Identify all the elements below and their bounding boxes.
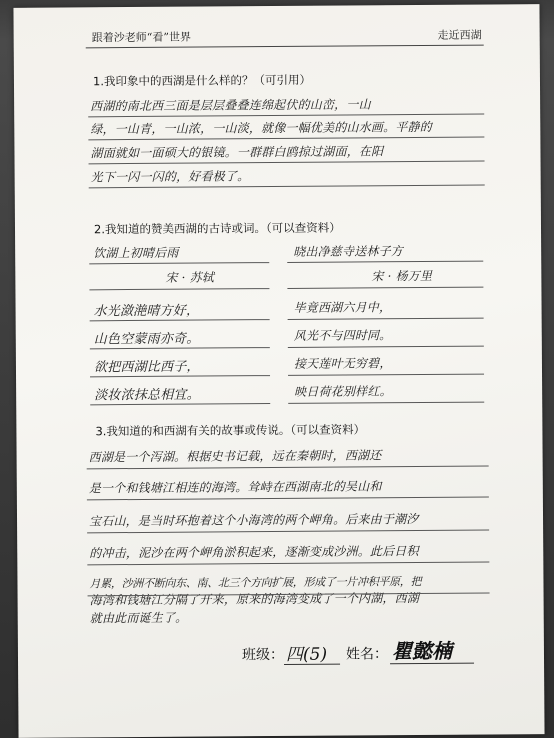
writing-rule (87, 497, 489, 501)
q3-answer-line: 的冲击，泥沙在两个岬角淤积起来，逐渐变成沙洲。此后日积 (89, 544, 419, 561)
poem-left-line: 山色空蒙雨亦奇。 (93, 331, 200, 348)
header-topic: 走近西湖 (437, 28, 482, 42)
writing-rule (88, 114, 484, 118)
writing-rule (90, 403, 270, 405)
writing-rule (288, 374, 484, 376)
q3-answer-line: 宝石山，是当时环抱着这个小海湾的两个岬角。后来由于潮汐 (88, 512, 419, 529)
class-label: 班级： (241, 646, 285, 664)
poem-right-line: 风光不与四时同。 (293, 328, 392, 343)
poem-right-title: 晓出净慈寺送林子方 (293, 244, 404, 259)
question-1-prompt: 1.我印象中的西湖是什么样的？（可引用） (92, 72, 312, 89)
name-label: 姓名： (345, 646, 389, 663)
student-name: 瞿懿楠 (391, 638, 453, 664)
poem-right-line: 接天莲叶无穷碧， (293, 356, 392, 371)
poem-left-title: 饮湖上初晴后雨 (93, 245, 179, 261)
writing-rule (288, 346, 484, 348)
poem-right-line: 毕竟西湖六月中， (293, 300, 392, 315)
q3-answer-line: 是一个和钱塘江相连的海湾。耸峙在西湖南北的吴山和 (88, 479, 382, 496)
writing-rule (90, 319, 270, 321)
name-underline (390, 663, 474, 665)
writing-rule (89, 288, 269, 290)
writing-rule (89, 262, 269, 264)
q1-answer-line: 绿，一山青，一山浓，一山淡，就像一幅优美的山水画。平静的 (90, 119, 432, 137)
q3-answer-line: 月累，沙洲不断向东、南、北三个方向扩展，形成了一片冲积平原，把 (89, 575, 422, 591)
question-2-prompt: 2.我知道的赞美西湖的古诗或词。（可以查资料） (93, 220, 341, 237)
poem-left-author: 宋 · 苏轼 (165, 270, 215, 285)
writing-rule (89, 185, 485, 189)
q1-answer-line: 西湖的南北西三面是层层叠叠连绵起伏的山峦，一山 (90, 97, 371, 114)
writing-rule (287, 287, 483, 289)
poem-right-line: 映日荷花别样红。 (294, 384, 392, 399)
writing-rule (89, 161, 485, 165)
class-underline (284, 664, 340, 665)
poem-left-line: 欲把西湖比西子， (93, 359, 200, 376)
writing-rule (90, 375, 270, 377)
worksheet-paper (13, 4, 544, 738)
header-title: 跟着沙老师“看”世界 (91, 30, 191, 45)
q3-answer-line: 海湾和钱塘江分隔了开来，原来的海湾变成了一个内湖，西湖 (89, 591, 420, 608)
poem-left-line: 淡妆浓抹总相宜。 (94, 387, 200, 404)
q1-answer-line: 湖面就如一面硕大的银镜。一群群白鸥掠过湖面，在阳 (90, 144, 384, 161)
question-3-prompt: 3.我知道的和西湖有关的故事或传说。（可以查资料） (95, 422, 366, 439)
poem-right-author: 宋 · 杨万里 (371, 268, 433, 284)
writing-rule (288, 318, 484, 320)
poem-left-line: 水光潋滟晴方好， (93, 303, 200, 320)
writing-rule (87, 466, 489, 470)
header-divider (86, 45, 484, 49)
writing-rule (90, 347, 270, 349)
class-value: 四(5) (285, 644, 328, 665)
writing-rule (287, 261, 483, 263)
writing-rule (87, 530, 489, 534)
writing-rule (87, 562, 489, 566)
q3-answer-line: 西湖是一个泻湖。根据史书记载，远在秦朝时，西湖还 (88, 448, 382, 465)
q3-answer-line: 就由此而诞生了。 (89, 610, 188, 626)
writing-rule (288, 402, 484, 404)
q1-answer-line: 光下一闪一闪的，好看极了。 (90, 169, 250, 185)
writing-rule (88, 137, 484, 141)
